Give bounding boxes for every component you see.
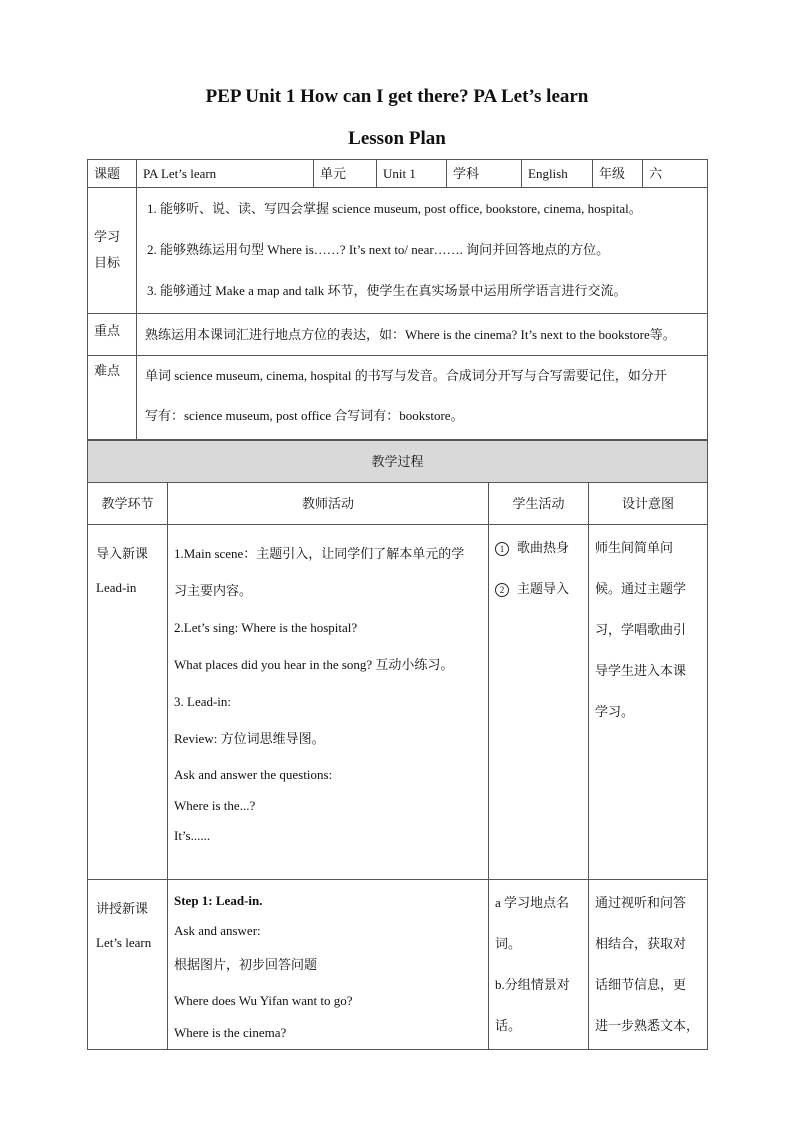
teacher-activity-cell (168, 525, 489, 880)
intent-line: 习，学唱歌曲引 (595, 622, 687, 637)
stage-cell (88, 525, 168, 880)
teacher-line: Step 1: Lead-in. (174, 893, 263, 908)
stage-cn: 导入新课 (96, 546, 149, 561)
stage-cell (88, 880, 168, 1050)
goals-label-line2: 目标 (94, 255, 121, 270)
subject-value: English (522, 160, 593, 188)
topic-label: 课题 (88, 160, 137, 188)
design-intent-cell (589, 525, 708, 880)
teacher-line: 3. Lead-in: (174, 694, 232, 709)
teaching-process-table (87, 440, 708, 1050)
teacher-line: Ask and answer: (174, 923, 261, 938)
grade-value: 六 (643, 160, 708, 188)
difficulty-line-2: 写有：science museum, post office 合写词有：bookstore。 (145, 408, 464, 423)
teacher-line: 2.Let’s sing: Where is the hospital? (174, 620, 358, 635)
lesson-info-table (87, 159, 708, 440)
topic-value: PA Let’s learn (137, 160, 314, 188)
intent-line: 话细节信息，更 (595, 977, 687, 992)
process-row-lets-learn (88, 880, 708, 1050)
process-row-lead-in (88, 525, 708, 880)
student-line: b.分组情景对 (495, 977, 570, 992)
design-intent-cell (589, 880, 708, 1050)
intent-line: 通过视听和问答 (595, 895, 687, 910)
teacher-line: Review: 方位词思维导图。 (174, 731, 325, 746)
circled-number-2: 2 (495, 583, 509, 597)
header-design-intent: 设计意图 (589, 483, 708, 525)
intent-line: 进一步熟悉文本， (595, 1018, 700, 1033)
intent-line: 学习。 (595, 704, 635, 719)
focus-text: 熟练运用本课词汇进行地点方位的表达，如：Where is the cinema? It’s next to the bookstore等。 (137, 314, 708, 356)
stage-cn: 讲授新课 (96, 901, 149, 916)
goal-item-3: 3. 能够通过 Make a map and talk 环节，使学生在真实场景中运用所学语言进行交流。 (147, 283, 627, 298)
student-activity-cell (489, 880, 589, 1050)
goal-item-1: 1. 能够听、说、读、写四会掌握 science museum, post office, bookstore, cinema, hospital。 (147, 201, 642, 216)
process-band-heading: 教学过程 (88, 441, 708, 483)
document-title: PEP Unit 1 How can I get there? PA Let’s learn (205, 86, 589, 107)
goals-label-line1: 学习 (94, 229, 121, 244)
stage-en: Let’s learn (96, 935, 152, 950)
goals-label (88, 188, 137, 314)
intent-line: 相结合，获取对 (595, 936, 687, 951)
stage-en: Lead-in (96, 580, 137, 595)
goals-list (137, 188, 708, 314)
header-student-activity: 学生活动 (489, 483, 589, 525)
focus-label: 重点 (88, 314, 137, 356)
intent-line: 师生间简单问 (595, 540, 674, 555)
difficulty-line-1: 单词 science museum, cinema, hospital 的书写与发音。合成词分开写与合写需要记住，如分开 (145, 368, 667, 383)
student-item: 1 歌曲热身 (489, 527, 588, 568)
student-line: 词。 (495, 936, 522, 951)
grade-label: 年级 (593, 160, 643, 188)
intent-line: 候。通过主题学 (595, 581, 687, 596)
teacher-line: 1.Main scene：主题引入，让同学们了解本单元的学 (174, 546, 465, 561)
circled-number-1: 1 (495, 542, 509, 556)
teacher-line: Where is the cinema? (174, 1025, 287, 1040)
header-teacher-activity: 教师活动 (168, 483, 489, 525)
student-line: a 学习地点名 (495, 895, 570, 910)
unit-label: 单元 (314, 160, 377, 188)
teacher-activity-cell (168, 880, 489, 1050)
document-subtitle: Lesson Plan (348, 128, 446, 149)
teacher-line: 根据图片，初步回答问题 (174, 957, 318, 972)
header-stage: 教学环节 (88, 483, 168, 525)
student-item: 2 主题导入 (489, 568, 588, 609)
difficulty-text (137, 356, 708, 440)
teacher-line: 习主要内容。 (174, 583, 253, 598)
subject-label: 学科 (447, 160, 522, 188)
teacher-line: It’s...... (174, 828, 211, 843)
unit-value: Unit 1 (377, 160, 447, 188)
intent-line: 导学生进入本课 (595, 663, 687, 678)
student-activity-cell (489, 525, 589, 880)
teacher-line: What places did you hear in the song? 互动小练习。 (174, 657, 454, 672)
teacher-line: Where does Wu Yifan want to go? (174, 993, 353, 1008)
difficulty-label: 难点 (88, 356, 137, 440)
student-line: 话。 (495, 1018, 522, 1033)
teacher-line: Where is the...? (174, 798, 256, 813)
goal-item-2: 2. 能够熟练运用句型 Where is……? It’s next to/ near……. 询问并回答地点的方位。 (147, 242, 610, 257)
teacher-line: Ask and answer the questions: (174, 767, 333, 782)
